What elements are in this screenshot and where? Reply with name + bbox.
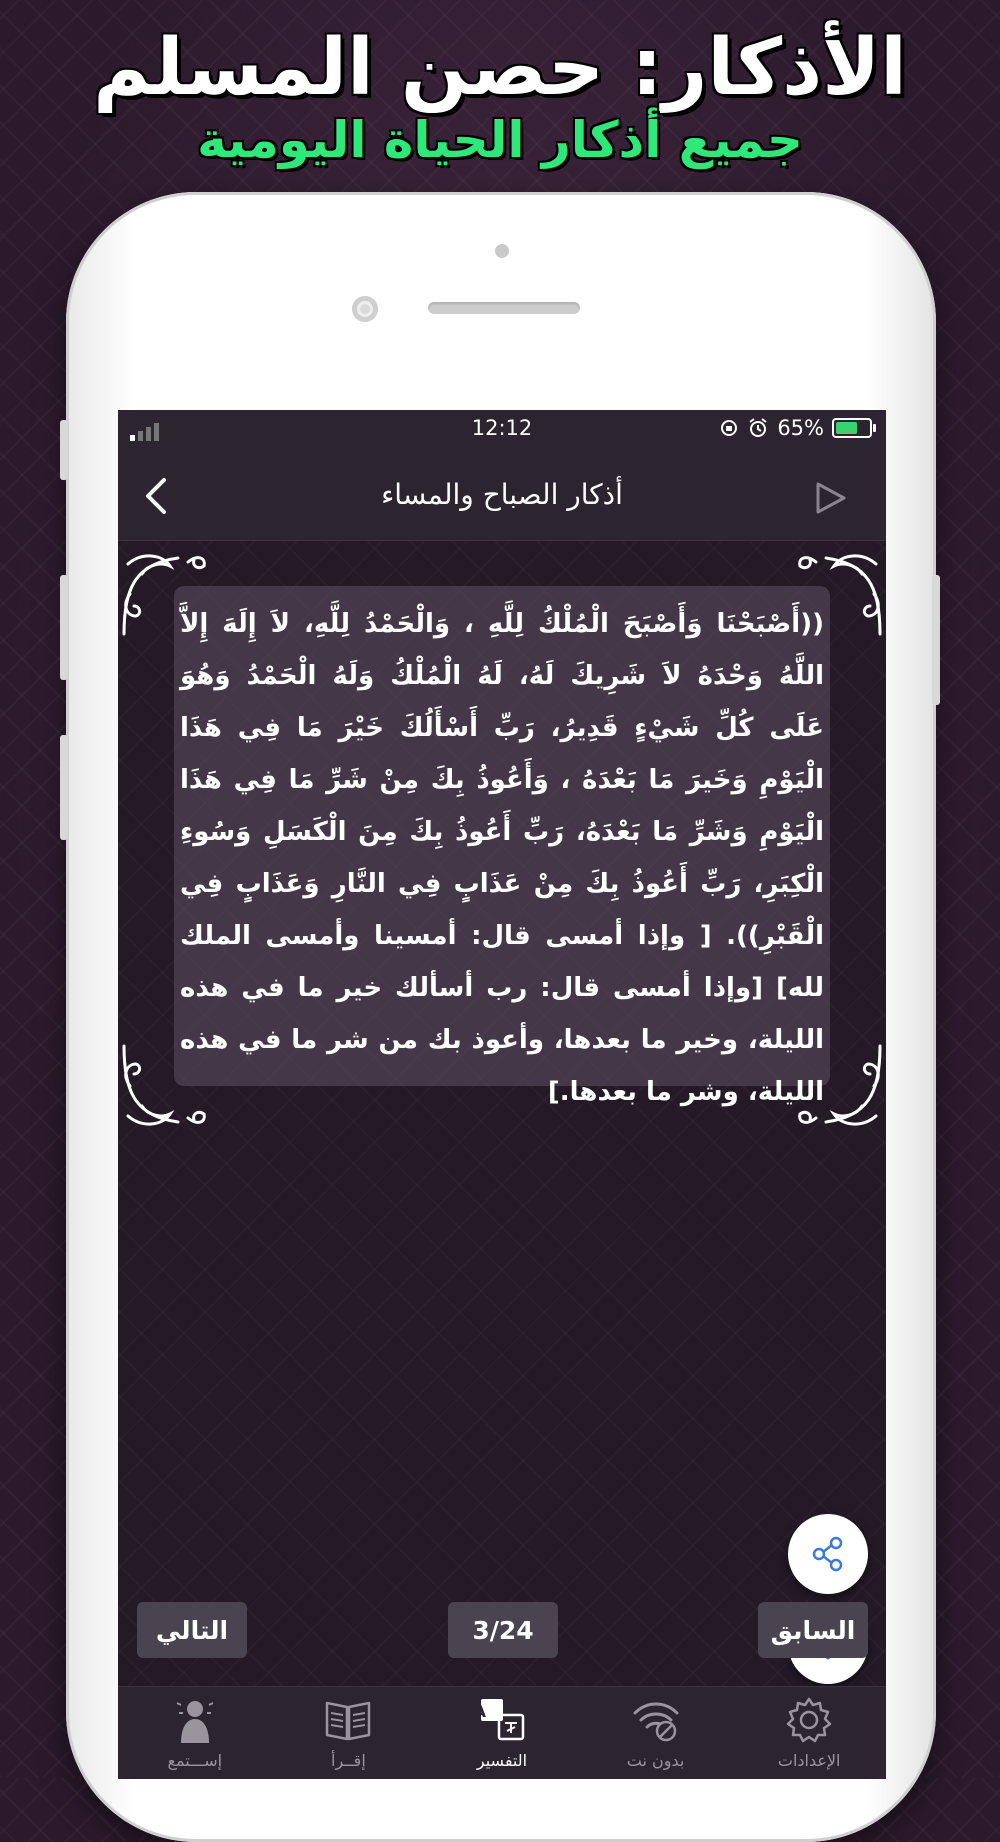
nav-bar — [118, 450, 886, 541]
share-icon — [809, 1535, 847, 1573]
tab-bar — [118, 1686, 886, 1779]
play-icon[interactable] — [812, 480, 848, 516]
tab-read[interactable] — [272, 1687, 426, 1779]
tab-label: إســـتمع — [167, 1751, 223, 1770]
next-button[interactable]: التالي — [137, 1602, 247, 1658]
tab-label: التفسير — [476, 1751, 528, 1770]
phone-power-button — [932, 575, 940, 705]
alarm-icon — [747, 417, 769, 439]
phone-speaker — [428, 302, 580, 314]
gear-icon — [784, 1695, 834, 1745]
svg-text:A: A — [473, 1702, 486, 1721]
battery-percent: 65% — [777, 416, 824, 440]
app-screen — [118, 410, 886, 1778]
page-title: أذكار الصباح والمساء — [381, 478, 623, 511]
status-bar — [118, 410, 886, 450]
tab-settings[interactable] — [732, 1687, 886, 1779]
tab-label: بدون نت — [626, 1751, 685, 1770]
tab-offline[interactable] — [579, 1687, 733, 1779]
tab-label: الإعدادات — [777, 1751, 841, 1770]
status-time: 12:12 — [471, 416, 533, 440]
phone-camera — [352, 296, 378, 322]
tab-listen[interactable] — [118, 1687, 272, 1779]
phone-sensor — [495, 244, 509, 258]
phone-volume-up — [60, 575, 68, 680]
previous-button[interactable]: السابق — [758, 1602, 868, 1658]
promo-title: الأذكار: حصن المسلم — [93, 23, 907, 113]
no-wifi-icon — [631, 1695, 681, 1743]
status-right — [719, 416, 872, 440]
phone-volume-down — [60, 735, 68, 840]
phone-side-button — [60, 420, 68, 480]
listen-person-icon — [171, 1695, 219, 1747]
page-counter: 3/24 — [448, 1602, 558, 1658]
open-book-icon — [323, 1695, 373, 1743]
promo-subtitle: جميع أذكار الحياة اليومية — [197, 111, 803, 169]
tab-label: إقــرأ — [331, 1751, 366, 1770]
tab-tafsir[interactable] — [425, 1687, 579, 1779]
dhikr-text: ((أَصْبَحْنَا وَأَصْبَحَ الْمُلْكُ لِلَّهِ ، وَالْحَمْدُ لِلَّهِ، لاَ إِلَهَ إِلاَّ اللَّهُ وَحْدَهُ لاَ شَرِيكَ لَهُ، لَهُ الْمُلْكُ وَلَهُ الْحَمْدُ وَهُوَ عَلَى كُلِّ شَيْءٍ قَدِيرُ، رَبِّ أَسْأَلُكَ خَيْرَ مَا فِي هَذَا الْيَوْمِ وَخَيرَ مَا بَعْدَهُ ، وَأَعُوذُ بِكَ مِنْ شَرِّ مَا فِي هَذَا الْيَوْمِ وَشَرِّ مَا بَعْدَهُ، رَبِّ أَعُوذُ بِكَ مِنَ الْكَسَلِ وَسُوءِ الْكِبَرِ، رَبِّ أَعُوذُ بِكَ مِنْ عَذَابٍ فِي النَّارِ وَعَذَابٍ فِي الْقَبْرِ)). [ وإذا أمسى قال: أمسينا وأمسى الملك لله] [وإذا أمسى قال: رب أسألك خير ما في هذه الليلة، وخير ما بعدها، وأعوذ بك من شر ما في هذه الليلة، وشر ما بعدها.] — [180, 609, 824, 1107]
battery-icon — [832, 418, 872, 438]
rotation-lock-icon — [719, 418, 739, 438]
share-button[interactable] — [788, 1514, 868, 1594]
translate-icon — [473, 1695, 527, 1743]
